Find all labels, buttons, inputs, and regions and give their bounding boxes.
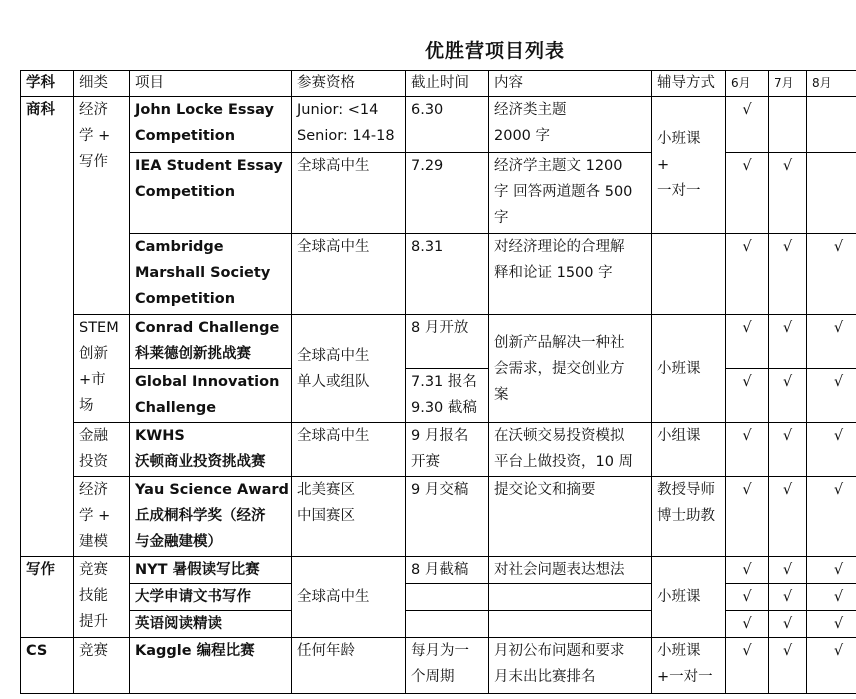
content-cell: 经济学主题文 1200 字 回答两道题各 500 字 [489, 153, 652, 234]
check-mark: √ [726, 97, 769, 153]
project-cell: Yau Science Award 丘成桐科学奖（经济 与金融建模） [130, 477, 292, 557]
section-writing: 写作 [21, 557, 74, 638]
table-row [21, 423, 856, 477]
check-mark: √ [726, 153, 769, 234]
deadline-cell: 7.31 报名 9.30 截稿 [406, 369, 489, 423]
check-mark: √ [726, 234, 769, 315]
header-project: 项目 [130, 71, 292, 97]
header-deadline: 截止时间 [406, 71, 489, 97]
deadline-cell: 8 月开放 [406, 315, 489, 369]
deadline-cell: 8.31 [406, 234, 489, 315]
category-cell: 经济 学 + 写作 [74, 97, 130, 315]
check-mark: √ [726, 423, 769, 477]
check-mark: √ [769, 234, 807, 315]
content-cell-empty [489, 611, 652, 638]
check-mark: √ [726, 638, 769, 694]
project-cell: KWHS 沃顿商业投资挑战赛 [130, 423, 292, 477]
project-cell: John Locke Essay Competition [130, 97, 292, 153]
table-row [21, 584, 856, 611]
deadline-cell: 8 月截稿 [406, 557, 489, 584]
content-cell: 对经济理论的合理解 释和论证 1500 字 [489, 234, 652, 315]
header-row [21, 71, 856, 97]
check-mark: √ [726, 369, 769, 423]
eligibility-cell: Junior: <14 Senior: 14-18 [292, 97, 406, 153]
check-mark: √ [769, 557, 807, 584]
tutoring-cell: 小组课 [652, 423, 726, 477]
header-subject: 学科 [21, 71, 74, 97]
project-cell: NYT 暑假读写比赛 [130, 557, 292, 584]
table-row [21, 477, 856, 557]
header-aug: 8月 [807, 71, 856, 97]
header-category: 细类 [74, 71, 130, 97]
content-cell: 创新产品解决一种社 会需求，提交创业方 案 [489, 315, 652, 423]
project-cell: Conrad Challenge 科莱德创新挑战赛 [130, 315, 292, 369]
eligibility-cell: 全球高中生 [292, 557, 406, 638]
check-mark: √ [726, 557, 769, 584]
check-mark: √ [807, 638, 856, 694]
project-cell: 英语阅读精读 [130, 611, 292, 638]
page-title: 优胜营项目列表 [424, 40, 565, 62]
header-eligibility: 参赛资格 [292, 71, 406, 97]
deadline-cell: 6.30 [406, 97, 489, 153]
category-cell: 竞赛 [74, 638, 130, 694]
check-empty [807, 97, 856, 153]
check-mark: √ [807, 611, 856, 638]
check-mark: √ [726, 584, 769, 611]
deadline-cell: 9 月交稿 [406, 477, 489, 557]
section-cs: CS [21, 638, 74, 694]
check-mark: √ [807, 423, 856, 477]
eligibility-cell: 北美赛区 中国赛区 [292, 477, 406, 557]
check-mark: √ [807, 234, 856, 315]
check-mark: √ [769, 369, 807, 423]
check-mark: √ [807, 584, 856, 611]
check-mark: √ [769, 153, 807, 234]
check-mark: √ [726, 477, 769, 557]
category-cell: 金融 投资 [74, 423, 130, 477]
tutoring-cell: 小班课 [652, 557, 726, 638]
table-row [21, 153, 856, 234]
tutoring-cell-empty [652, 234, 726, 315]
eligibility-cell: 全球高中生 [292, 234, 406, 315]
category-cell: 竞赛 技能 提升 [74, 557, 130, 638]
project-cell: Kaggle 编程比赛 [130, 638, 292, 694]
tutoring-cell: 小班课 + 一对一 [652, 97, 726, 234]
tutoring-cell: 小班课 +一对一 [652, 638, 726, 694]
check-empty [807, 153, 856, 234]
table-row [21, 315, 856, 369]
table-row [21, 638, 856, 694]
deadline-cell: 7.29 [406, 153, 489, 234]
deadline-cell-empty [406, 611, 489, 638]
content-cell: 在沃顿交易投资模拟 平台上做投资，10 周 [489, 423, 652, 477]
check-mark: √ [726, 611, 769, 638]
eligibility-cell: 全球高中生 单人或组队 [292, 315, 406, 423]
tutoring-cell: 小班课 [652, 315, 726, 423]
check-mark: √ [807, 369, 856, 423]
project-cell: Cambridge Marshall Society Competition [130, 234, 292, 315]
table-row [21, 97, 856, 153]
check-mark: √ [769, 315, 807, 369]
tutoring-cell: 教授导师 博士助教 [652, 477, 726, 557]
project-cell: IEA Student Essay Competition [130, 153, 292, 234]
check-mark: √ [769, 638, 807, 694]
table-row [21, 234, 856, 315]
check-mark: √ [726, 315, 769, 369]
check-mark: √ [769, 611, 807, 638]
category-cell: STEM 创新 +市 场 [74, 315, 130, 423]
section-business: 商科 [21, 97, 74, 557]
check-mark: √ [769, 584, 807, 611]
header-jun: 6月 [726, 71, 769, 97]
content-cell: 经济类主题 2000 字 [489, 97, 652, 153]
title-wrap [0, 0, 856, 70]
check-mark: √ [807, 557, 856, 584]
eligibility-cell: 全球高中生 [292, 423, 406, 477]
content-cell: 对社会问题表达想法 [489, 557, 652, 584]
content-cell: 提交论文和摘要 [489, 477, 652, 557]
content-cell: 月初公布问题和要求 月末出比赛排名 [489, 638, 652, 694]
table-row [21, 611, 856, 638]
project-cell: Global Innovation Challenge [130, 369, 292, 423]
check-empty [769, 97, 807, 153]
eligibility-cell: 任何年龄 [292, 638, 406, 694]
deadline-cell-empty [406, 584, 489, 611]
deadline-cell: 9 月报名 开赛 [406, 423, 489, 477]
table-row [21, 557, 856, 584]
header-tutoring: 辅导方式 [652, 71, 726, 97]
header-content: 内容 [489, 71, 652, 97]
check-mark: √ [769, 423, 807, 477]
content-cell-empty [489, 584, 652, 611]
header-jul: 7月 [769, 71, 807, 97]
category-cell: 经济 学 + 建模 [74, 477, 130, 557]
deadline-cell: 每月为一 个周期 [406, 638, 489, 694]
table-row [21, 369, 856, 423]
check-mark: √ [807, 315, 856, 369]
eligibility-cell: 全球高中生 [292, 153, 406, 234]
check-mark: √ [807, 477, 856, 557]
check-mark: √ [769, 477, 807, 557]
project-table [20, 70, 856, 694]
project-cell: 大学申请文书写作 [130, 584, 292, 611]
